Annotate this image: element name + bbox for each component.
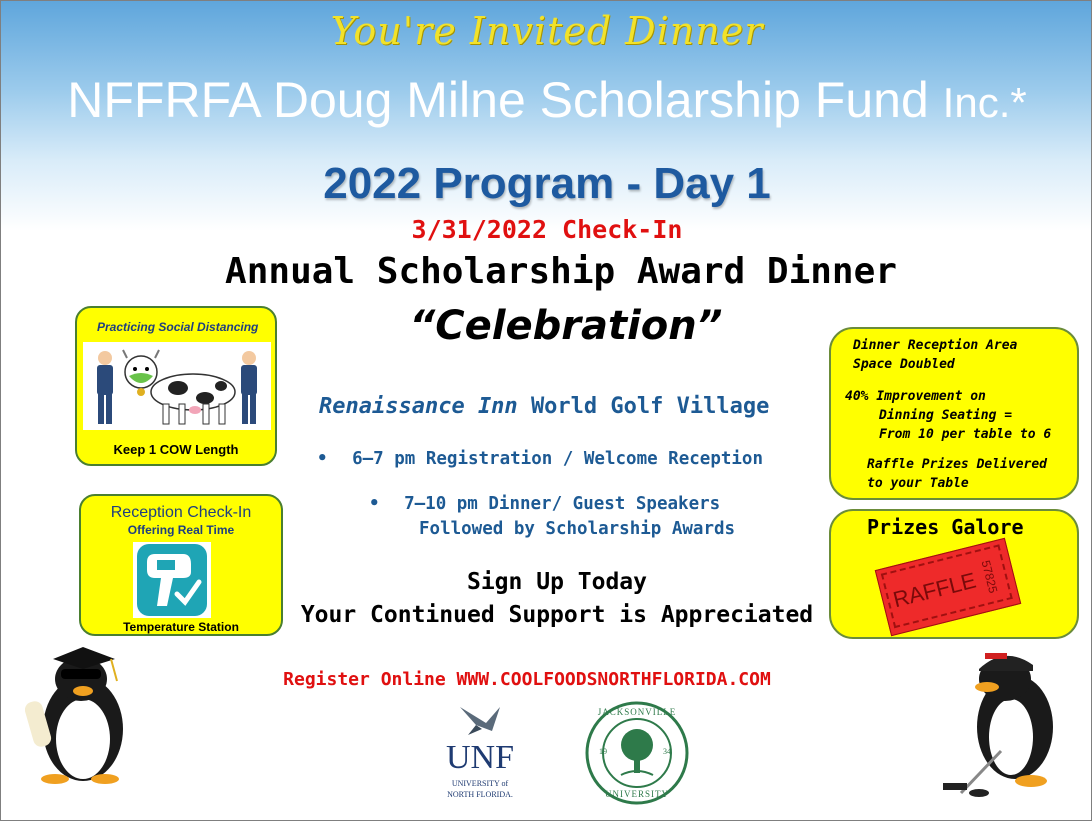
bullet-item [369, 492, 720, 516]
prizes-title: Prizes Galore [867, 515, 1024, 539]
fund-title [1, 71, 1092, 129]
reception-info-box [829, 327, 1079, 500]
social-card-frame [69, 299, 291, 471]
reception-line: to your Table [867, 476, 969, 491]
reception-line: Dinner Reception Area [853, 338, 1018, 353]
unf-logo [432, 697, 528, 809]
support-line: Your Continued Support is Appreciated [300, 602, 814, 628]
venue-name-italic: Renaissance Inn [319, 394, 518, 419]
checkin-card-frame [69, 489, 291, 639]
register-link[interactable]: Register Online WWW.COOLFOODSNORTHFLORIDA.COM [283, 669, 771, 690]
fund-suffix: Inc.* [942, 79, 1027, 126]
thermometer-icon [133, 542, 211, 618]
ju-year-right: 34 [663, 747, 671, 756]
venue-name [319, 394, 769, 419]
prizes-box [829, 509, 1079, 639]
ju-year-left: 19 [599, 747, 607, 756]
social-distancing-card [75, 306, 277, 466]
invite-heading: You're Invited Dinner [330, 9, 764, 53]
reception-line: Dinning Seating = [879, 408, 1013, 423]
unf-line2: NORTH FLORIDA. [447, 790, 513, 799]
ju-bottom-text: UNIVERSITY [605, 789, 669, 799]
ticket-number: 57825 [978, 558, 1001, 595]
bullet-marker: • [317, 449, 328, 469]
checkin-date: 3/31/2022 Check-In [411, 215, 683, 244]
osprey-icon [456, 701, 504, 737]
event-tagline: “Celebration” [409, 303, 723, 349]
checkin-card-subtitle: Offering Real Time [127, 523, 235, 537]
bullet-text-continued: Followed by Scholarship Awards [419, 519, 736, 539]
unf-line1: UNIVERSITY of [451, 779, 509, 788]
signup-line: Sign Up Today [466, 569, 647, 595]
bullet-text: 7–10 pm Dinner/ Guest Speakers [404, 494, 721, 514]
checkin-card-footer: Temperature Station [123, 620, 239, 634]
social-card-footer: Keep 1 COW Length [113, 442, 239, 457]
ticket-label: RAFFLE [890, 567, 979, 613]
golfer-penguin [941, 641, 1061, 801]
ju-seal [583, 697, 691, 809]
graduate-penguin-icon [25, 647, 137, 787]
fund-name: NFFRFA Doug Milne Scholarship Fund [67, 72, 929, 128]
bullet-text: 6–7 pm Registration / Welcome Reception [352, 449, 763, 469]
program-title: 2022 Program - Day 1 [323, 159, 771, 208]
bullet-marker: • [369, 494, 380, 514]
ju-top-text: JACKSONVILLE [597, 707, 677, 717]
reception-line: Raffle Prizes Delivered [867, 457, 1048, 472]
cow-illustration [83, 342, 271, 430]
event-title: Annual Scholarship Award Dinner [225, 251, 897, 292]
reception-line: Space Doubled [853, 357, 955, 372]
temperature-card [79, 494, 283, 636]
signup-block [297, 566, 817, 632]
checkin-card-title: Reception Check-In [110, 504, 252, 521]
graduate-penguin [25, 647, 137, 787]
thermometer-frame [133, 542, 211, 618]
venue-name-rest: World Golf Village [530, 394, 770, 419]
social-distance-icon [83, 342, 271, 430]
bullet-item [317, 447, 763, 471]
raffle-ticket [875, 538, 1021, 636]
unf-wordmark: UNF [445, 739, 515, 776]
social-card-title: Practicing Social Distancing [97, 320, 259, 334]
reception-line: 40% Improvement on [845, 389, 986, 404]
reception-line: From 10 per table to 6 [879, 427, 1052, 442]
golfer-penguin-icon [941, 641, 1061, 801]
